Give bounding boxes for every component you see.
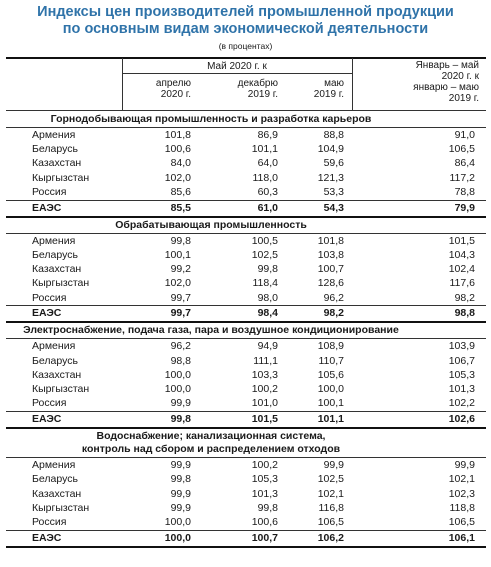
section-title-line: Горнодобывающая промышленность и разработка карьеров — [50, 113, 372, 125]
section-title-line: Электроснабжение, подача газа, пара и воздушное кондиционирование — [23, 324, 399, 337]
value-cell: 53,3 — [323, 185, 344, 198]
country-name: Россия — [32, 515, 67, 528]
country-name: Армения — [32, 340, 76, 353]
value-cell: 100,0 — [317, 383, 344, 395]
table-row — [6, 234, 486, 248]
table-row — [6, 354, 486, 368]
country-name: Армения — [32, 234, 76, 247]
value-cell: 99,8 — [257, 501, 278, 514]
country-name: Беларусь — [32, 354, 78, 367]
country-name: ЕАЭС — [32, 201, 62, 214]
value-cell: 98,2 — [323, 307, 344, 320]
section-bottom-border — [6, 546, 486, 548]
value-cell: 100,0 — [164, 383, 191, 395]
section-title — [6, 113, 416, 126]
table-row — [6, 472, 486, 486]
section-title-line: Водоснабжение; канализационная система, — [96, 430, 326, 443]
value-cell: 101,8 — [164, 129, 191, 141]
value-cell: 61,0 — [257, 201, 278, 214]
value-cell: 99,8 — [170, 473, 191, 486]
value-cell: 101,3 — [448, 383, 475, 395]
title-line-2: по основным видам экономической деятельности — [62, 21, 429, 37]
value-cell: 99,9 — [454, 459, 475, 472]
value-cell: 101,1 — [251, 143, 278, 156]
table-row — [6, 171, 486, 185]
value-cell: 102,0 — [164, 277, 191, 290]
country-name: Беларусь — [32, 248, 78, 261]
country-name: ЕАЭС — [32, 307, 62, 320]
value-cell: 98,2 — [454, 291, 475, 304]
table-row — [6, 368, 486, 382]
value-cell: 110,7 — [318, 354, 344, 367]
value-cell: 101,5 — [448, 234, 475, 247]
table-row — [6, 142, 486, 156]
value-cell: 91,0 — [454, 129, 475, 141]
value-cell: 99,8 — [170, 412, 191, 425]
value-cell: 98,4 — [257, 307, 278, 320]
value-cell: 106,7 — [448, 354, 475, 367]
header-col-april: апрелю 2020 г. — [155, 78, 191, 100]
header-col-ytd: Январь – май 2020 г. к январю – маю 2019 г. — [413, 60, 479, 104]
value-cell: 100,7 — [317, 263, 344, 276]
value-cell: 99,9 — [323, 459, 344, 472]
value-cell: 60,3 — [257, 185, 278, 198]
table-row — [6, 248, 486, 262]
value-cell: 85,6 — [170, 185, 191, 198]
table-row — [6, 156, 486, 170]
table-row — [6, 185, 486, 199]
value-cell: 102,1 — [317, 487, 344, 500]
value-cell: 102,5 — [251, 248, 278, 261]
value-cell: 106,1 — [448, 531, 475, 544]
value-cell: 98,8 — [170, 354, 191, 367]
value-cell: 99,2 — [170, 263, 191, 276]
table-row — [6, 487, 486, 501]
value-cell: 99,8 — [170, 234, 191, 247]
value-cell: 103,9 — [448, 340, 475, 353]
value-cell: 59,6 — [323, 157, 344, 170]
table-top-border — [6, 57, 486, 59]
country-name: Россия — [32, 397, 67, 410]
header-group-label: Май 2020 г. к — [207, 61, 267, 72]
total-row — [6, 412, 486, 426]
country-name: Россия — [32, 291, 67, 304]
value-cell: 103,3 — [251, 368, 278, 381]
value-cell: 104,9 — [317, 143, 344, 156]
country-name: Кыргызстан — [32, 277, 90, 290]
value-cell: 117,6 — [449, 277, 475, 290]
value-cell: 118,4 — [252, 277, 278, 290]
title-line-1: Индексы цен производителей промышленной продукции — [37, 4, 454, 20]
value-cell: 106,5 — [448, 143, 475, 156]
value-cell: 101,5 — [251, 412, 278, 425]
value-cell: 106,2 — [317, 531, 344, 544]
value-cell: 99,9 — [170, 397, 191, 410]
value-cell: 118,0 — [252, 171, 278, 184]
value-cell: 100,0 — [164, 368, 191, 381]
value-cell: 86,9 — [257, 129, 278, 141]
section-bottom-border — [6, 216, 486, 218]
header-group-underline — [122, 73, 352, 74]
value-cell: 101,3 — [251, 487, 278, 500]
value-cell: 101,8 — [317, 234, 344, 247]
value-cell: 102,5 — [317, 473, 344, 486]
value-cell: 106,5 — [448, 515, 475, 528]
country-name: Беларусь — [32, 473, 78, 486]
value-cell: 106,5 — [317, 515, 344, 528]
value-cell: 102,4 — [448, 263, 475, 276]
value-cell: 79,9 — [454, 201, 475, 214]
value-cell: 96,2 — [170, 340, 191, 353]
country-name: Казахстан — [32, 487, 82, 500]
value-cell: 100,2 — [251, 459, 278, 472]
country-name: ЕАЭС — [32, 531, 62, 544]
value-cell: 99,8 — [257, 263, 278, 276]
value-cell: 105,3 — [448, 368, 475, 381]
total-row — [6, 306, 486, 320]
country-name: Кыргызстан — [32, 171, 90, 184]
value-cell: 100,5 — [251, 234, 278, 247]
table-row — [6, 291, 486, 305]
country-name: Казахстан — [32, 157, 82, 170]
value-cell: 102,1 — [448, 473, 475, 486]
table-row — [6, 458, 486, 472]
value-cell: 99,7 — [170, 291, 191, 304]
value-cell: 111,1 — [253, 354, 278, 367]
value-cell: 78,8 — [454, 185, 475, 198]
value-cell: 103,8 — [317, 248, 344, 261]
value-cell: 128,6 — [317, 277, 344, 290]
section-bottom-border — [6, 427, 486, 429]
value-cell: 116,8 — [318, 501, 344, 514]
value-cell: 88,8 — [323, 129, 344, 141]
value-cell: 99,9 — [170, 459, 191, 472]
table-row — [6, 128, 486, 142]
value-cell: 54,3 — [323, 201, 344, 214]
country-name: Казахстан — [32, 263, 82, 276]
section-title — [6, 430, 416, 456]
country-name: Кыргызстан — [32, 501, 90, 514]
value-cell: 102,2 — [448, 397, 475, 410]
table-row — [6, 276, 486, 290]
country-name: Кыргызстан — [32, 383, 90, 395]
value-cell: 99,9 — [170, 501, 191, 514]
value-cell: 96,2 — [323, 291, 344, 304]
country-name: Казахстан — [32, 368, 82, 381]
country-name: Армения — [32, 459, 76, 472]
value-cell: 100,2 — [251, 383, 278, 395]
country-name: Беларусь — [32, 143, 78, 156]
value-cell: 108,9 — [317, 340, 344, 353]
header-col-may: маю 2019 г. — [313, 78, 344, 100]
value-cell: 101,1 — [317, 412, 344, 425]
table-row — [6, 396, 486, 410]
country-name: Россия — [32, 185, 67, 198]
value-cell: 117,2 — [449, 171, 475, 184]
section-title — [6, 324, 416, 337]
value-cell: 104,3 — [448, 248, 475, 261]
unit-note: (в процентах) — [218, 41, 273, 51]
section-bottom-border — [6, 321, 486, 323]
header-col-december: декабрю 2019 г. — [237, 78, 278, 100]
value-cell: 100,1 — [164, 248, 191, 261]
value-cell: 84,0 — [170, 157, 191, 170]
value-cell: 99,7 — [170, 307, 191, 320]
value-cell: 102,3 — [448, 487, 475, 500]
total-row — [6, 531, 486, 545]
total-row — [6, 201, 486, 215]
value-cell: 98,0 — [257, 291, 278, 304]
country-name: Армения — [32, 129, 76, 141]
value-cell: 100,0 — [164, 531, 191, 544]
value-cell: 100,1 — [317, 397, 344, 410]
table-row — [6, 382, 486, 396]
table-row — [6, 501, 486, 515]
header-divider-right — [352, 58, 353, 110]
value-cell: 100,6 — [164, 143, 191, 156]
value-cell: 100,7 — [251, 531, 278, 544]
value-cell: 86,4 — [454, 157, 475, 170]
table-row — [6, 515, 486, 529]
table-row — [6, 339, 486, 353]
value-cell: 98,8 — [454, 307, 475, 320]
section-title-line: Обрабатывающая промышленность — [115, 218, 307, 231]
section-title — [6, 219, 416, 232]
section-title-line: контроль над сбором и распределением отходов — [81, 443, 341, 456]
header-bottom-border — [6, 110, 486, 111]
value-cell: 85,5 — [170, 201, 191, 214]
value-cell: 64,0 — [257, 157, 278, 170]
value-cell: 118,8 — [449, 501, 475, 514]
value-cell: 94,9 — [257, 340, 278, 353]
value-cell: 102,0 — [164, 171, 191, 184]
value-cell: 121,3 — [317, 171, 344, 184]
value-cell: 105,3 — [251, 473, 278, 486]
value-cell: 101,0 — [251, 397, 278, 410]
value-cell: 100,0 — [164, 515, 191, 528]
value-cell: 100,6 — [251, 515, 278, 528]
table-row — [6, 262, 486, 276]
value-cell: 102,6 — [448, 412, 475, 425]
value-cell: 99,9 — [170, 487, 191, 500]
value-cell: 105,6 — [317, 368, 344, 381]
country-name: ЕАЭС — [32, 412, 62, 425]
